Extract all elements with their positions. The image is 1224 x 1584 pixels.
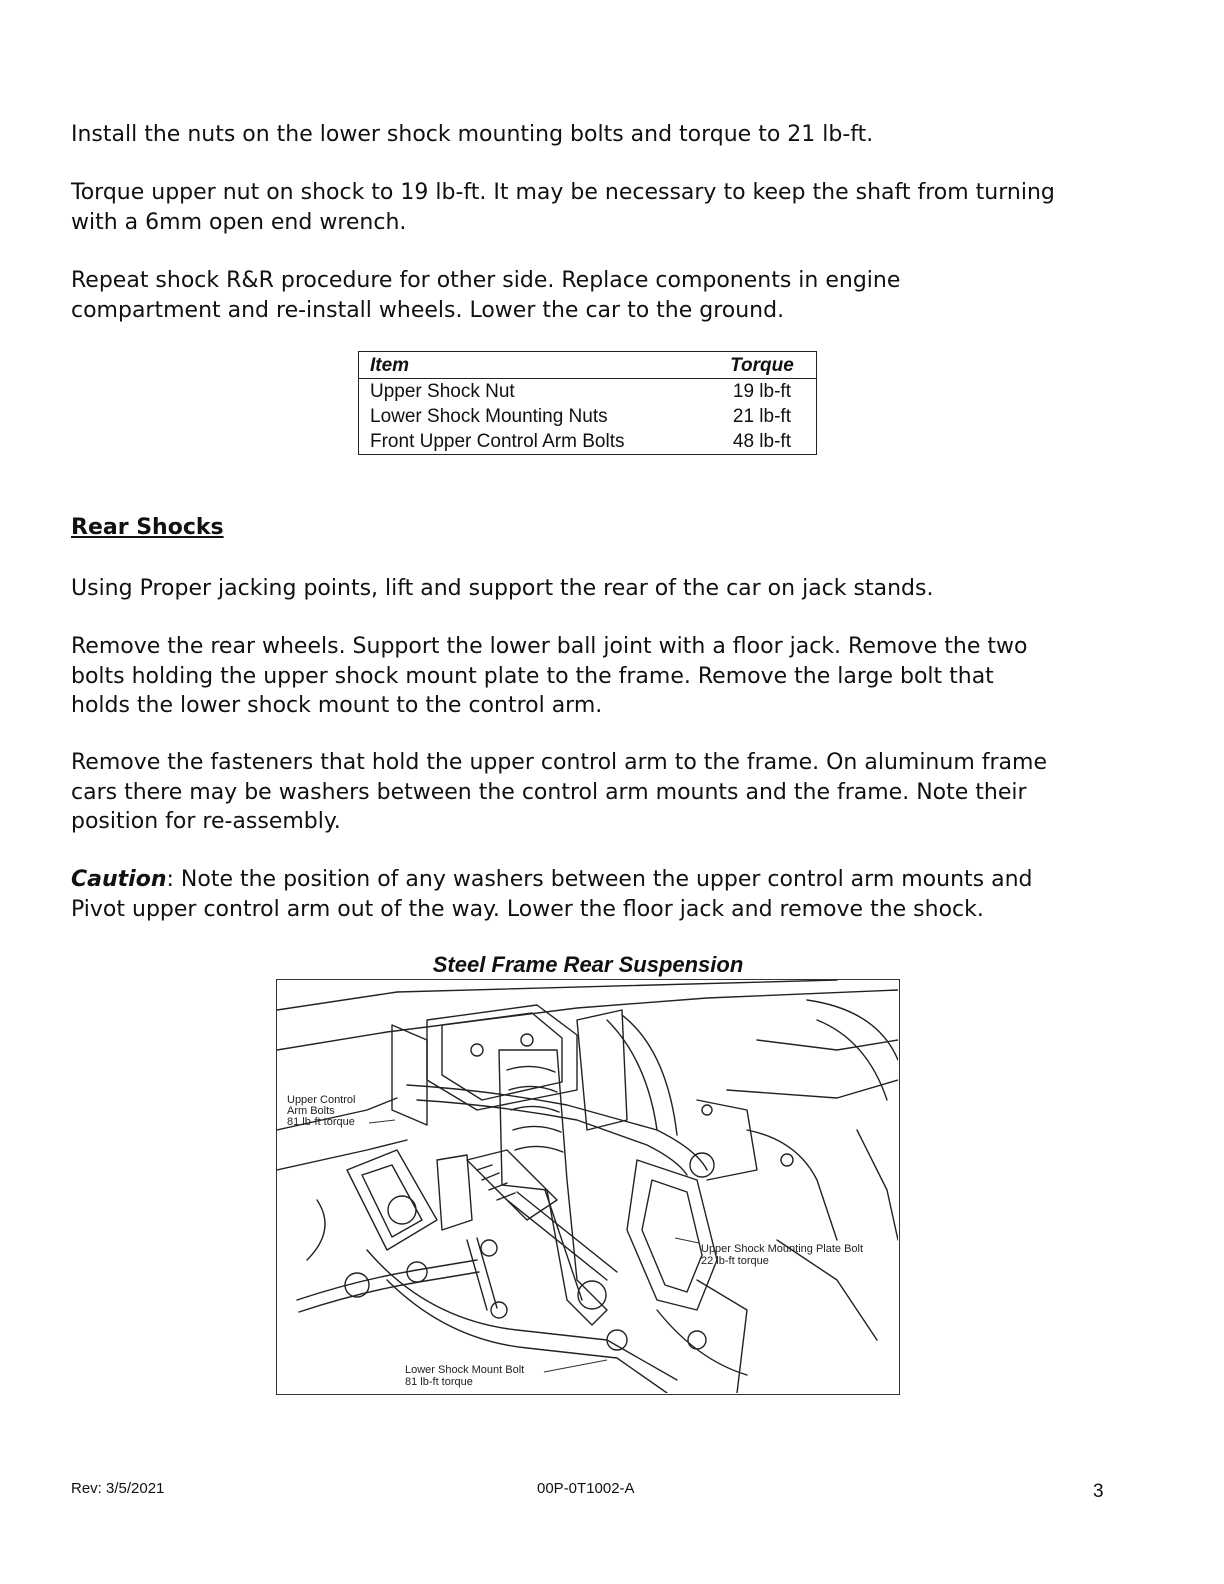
table-cell-torque: 48 lb-ft: [732, 431, 791, 452]
table-header-row: [359, 352, 816, 379]
paragraph-remove-fasteners: [71, 748, 1161, 837]
text-line: [71, 865, 1161, 895]
callout-upper-shock-plate-line1: Upper Shock Mounting Plate Bolt: [701, 1243, 864, 1255]
text-line: Install the nuts on the lower shock mounting bolts and torque to 21 lb-ft.: [71, 122, 874, 147]
text-line: Using Proper jacking points, lift and support the rear of the car on jack stands.: [71, 576, 934, 601]
paragraph-torque-upper-nut: [71, 178, 1161, 237]
table-cell-item: Upper Shock Nut: [370, 381, 515, 402]
figure-title: Steel Frame Rear Suspension: [432, 952, 744, 977]
column-header-item: Item: [359, 352, 708, 379]
table-row: [359, 429, 816, 454]
paragraph-repeat-procedure: [71, 266, 1161, 325]
paragraph-caution: [71, 865, 1161, 924]
footer-revision: Rev: 3/5/2021: [71, 1480, 165, 1497]
paragraph-remove-wheels: [71, 632, 1161, 721]
text-line: bolts holding the upper shock mount plate to the frame. Remove the large bolt that: [71, 663, 994, 689]
footer-doc-number: 00P-0T1002-A: [537, 1480, 635, 1497]
caution-text: : Note the position of any washers between the upper control arm mounts and: [166, 867, 1033, 892]
torque-table: [358, 351, 817, 455]
text-line: Remove the rear wheels. Support the lower ball joint with a floor jack. Remove the two: [71, 634, 1028, 659]
text-line: with a 6mm open end wrench.: [71, 209, 407, 235]
paragraph-jacking-points: [71, 574, 1161, 604]
text-line: Torque upper nut on shock to 19 lb-ft. It may be necessary to keep the shaft from turning: [71, 180, 1055, 205]
callout-upper-control-line2: Arm Bolts: [287, 1105, 335, 1117]
suspension-drawing: [277, 980, 898, 1393]
callout-upper-control-line3: 81 lb-ft torque: [287, 1116, 355, 1128]
page-number: 3: [1093, 1481, 1104, 1502]
text-line: cars there may be washers between the control arm mounts and the frame. Note their: [71, 779, 1027, 805]
paragraph-install-lower-nuts: [71, 120, 1161, 150]
callout-upper-shock-plate-line2: 22 lb-ft torque: [701, 1255, 769, 1267]
callout-upper-control-line1: Upper Control: [287, 1094, 356, 1106]
table-cell-item: Lower Shock Mounting Nuts: [370, 406, 608, 427]
text-line: holds the lower shock mount to the control arm.: [71, 693, 603, 718]
text-line: Remove the fasteners that hold the upper control arm to the frame. On aluminum frame: [71, 750, 1047, 775]
table-cell-item: Front Upper Control Arm Bolts: [370, 431, 625, 452]
section-heading: Rear Shocks: [71, 515, 224, 540]
column-header-torque: Torque: [708, 352, 816, 379]
text-line: position for re-assembly.: [71, 809, 341, 834]
suspension-diagram: [276, 979, 900, 1395]
text-line: Pivot upper control arm out of the way. Lower the floor jack and remove the shock.: [71, 896, 984, 922]
callout-lower-shock-mount-line2: 81 lb-ft torque: [405, 1376, 473, 1388]
table-cell-torque: 19 lb-ft: [732, 381, 791, 402]
callout-lower-shock-mount-line1: Lower Shock Mount Bolt: [405, 1364, 525, 1376]
text-line: compartment and re-install wheels. Lower the car to the ground.: [71, 297, 785, 323]
table-row: [359, 404, 816, 429]
text-line: Repeat shock R&R procedure for other side. Replace components in engine: [71, 268, 901, 293]
caution-label: Caution: [71, 867, 167, 892]
table-row: [359, 379, 816, 405]
table-cell-torque: 21 lb-ft: [732, 406, 791, 427]
